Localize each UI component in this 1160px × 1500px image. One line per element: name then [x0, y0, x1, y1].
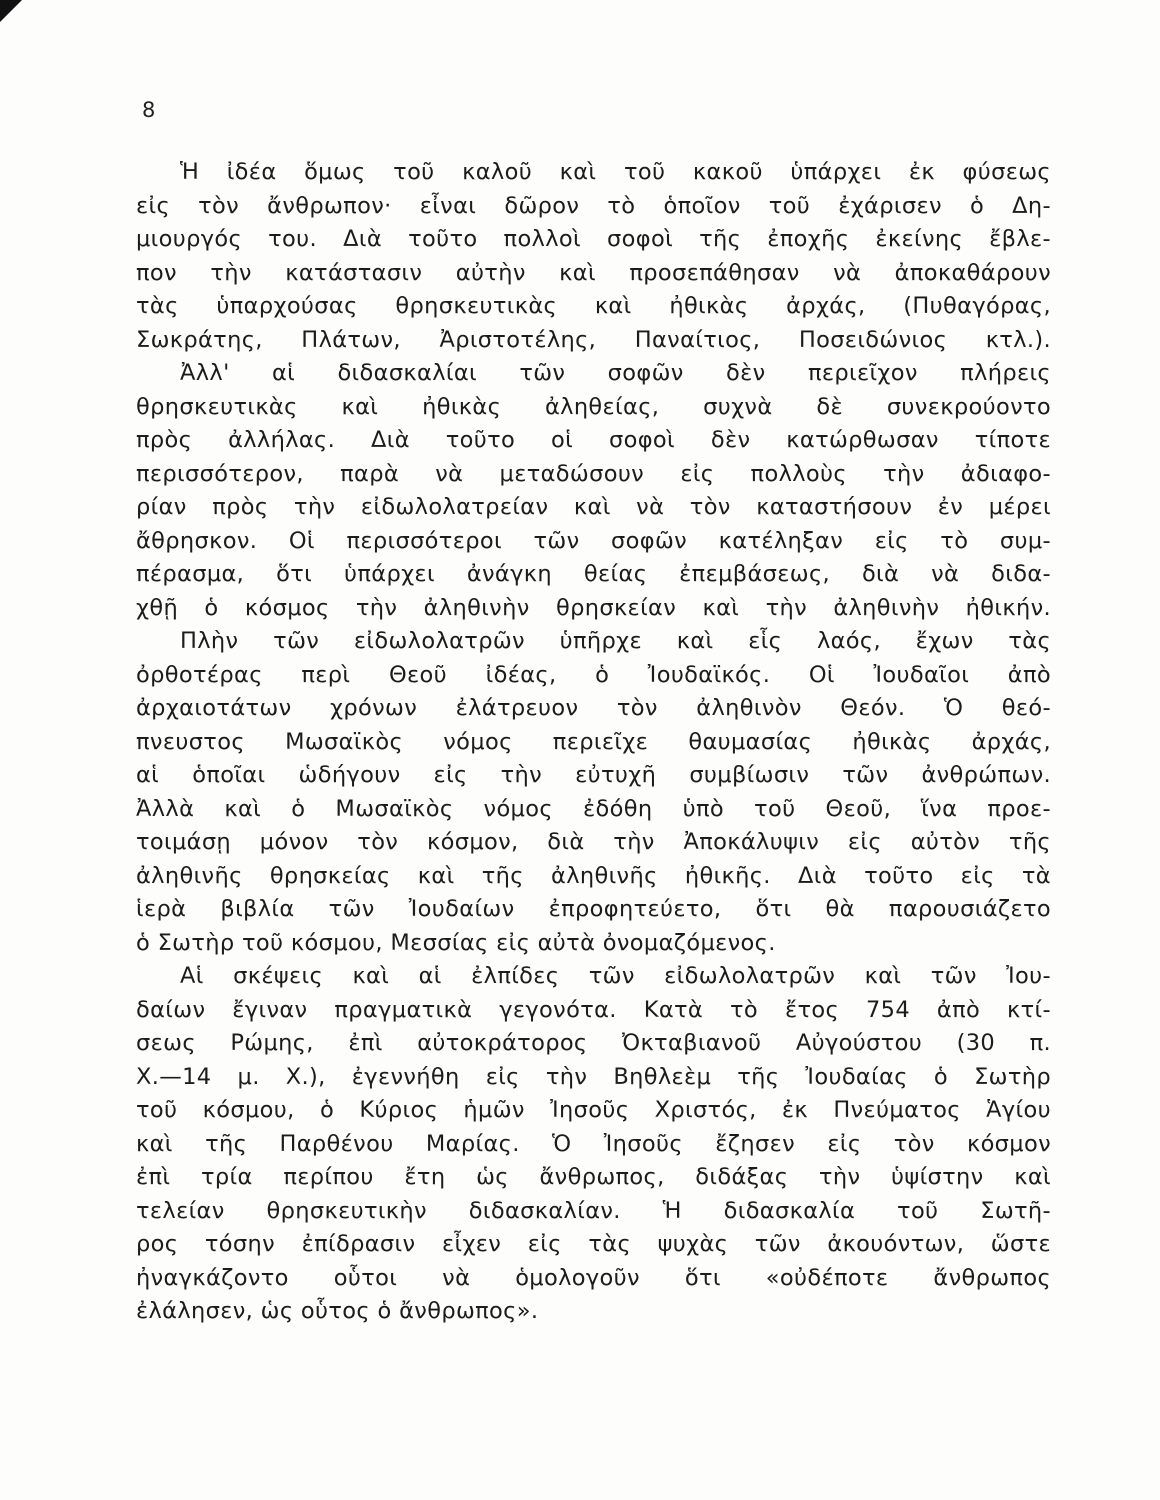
text-line: περισσότερον, παρὰ νὰ μεταδώσουν εἰς πολλοὺς τὴν ἀδιαφο-	[136, 460, 1051, 487]
text-line: σεως Ρώμης, ἐπὶ αὐτοκράτορος Ὀκταβιανοῦ Αὐγούστου (30 π.	[136, 1030, 1051, 1056]
text-line: Ἀλλ' αἱ διδασκαλίαι τῶν σοφῶν δὲν περιεῖχον πλήρεις	[180, 360, 1051, 386]
text-line: ἠναγκάζοντο οὗτοι νὰ ὁμολογοῦν ὅτι «οὐδέποτε ἄνθρωπος	[136, 1264, 1051, 1291]
text-line: ὁ Σωτὴρ τοῦ κόσμου, Μεσσίας εἰς αὐτὰ ὀνομαζόμενος.	[136, 929, 776, 956]
text-line: πέρασμα, ὅτι ὑπάρχει ἀνάγκη θείας ἐπεμβάσεως, διὰ νὰ διδα-	[136, 561, 1051, 587]
text-line: τοιμάσῃ μόνον τὸν κόσμον, διὰ τὴν Ἀποκάλυψιν εἰς αὐτὸν τῆς	[136, 829, 1051, 855]
text-line: καὶ τῆς Παρθένου Μαρίας. Ὁ Ἰησοῦς ἔζησεν εἰς τὸν κόσμον	[136, 1130, 1051, 1157]
text-line: πον τὴν κατάστασιν αὐτὴν καὶ προσεπάθησαν νὰ ἀποκαθάρουν	[136, 259, 1051, 286]
paragraph-2	[136, 357, 1051, 625]
paragraph-1	[136, 156, 1051, 357]
text-line: θρησκευτικὰς καὶ ἠθικὰς ἀληθείας, συχνὰ δὲ συνεκρούοντο	[136, 393, 1051, 420]
text-line: χθῇ ὁ κόσμος τὴν ἀληθινὴν θρησκείαν καὶ τὴν ἀληθινὴν ἠθικήν.	[136, 594, 1051, 621]
text-line: μιουργός του. Διὰ τοῦτο πολλοὶ σοφοὶ τῆς ἐποχῆς ἐκείνης ἔβλε-	[136, 226, 1051, 252]
text-line: ἄθρησκον. Οἱ περισσότεροι τῶν σοφῶν κατέληξαν εἰς τὸ συμ-	[136, 527, 1051, 554]
text-line: Ἀλλὰ καὶ ὁ Μωσαϊκὸς νόμος ἐδόθη ὑπὸ τοῦ Θεοῦ, ἵνα προε-	[136, 795, 1051, 822]
text-line: αἱ ὁποῖαι ὡδήγουν εἰς τὴν εὐτυχῆ συμβίωσιν τῶν ἀνθρώπων.	[136, 762, 1051, 788]
text-line: Ἡ ἰδέα ὅμως τοῦ καλοῦ καὶ τοῦ κακοῦ ὑπάρχει ἐκ φύσεως	[180, 159, 1051, 185]
text-line: δαίων ἔγιναν πραγματικὰ γεγονότα. Κατὰ τὸ ἔτος 754 ἀπὸ κτί-	[136, 996, 1051, 1023]
page-number: 8	[142, 98, 156, 122]
text-line: Σωκράτης, Πλάτων, Ἀριστοτέλης, Παναίτιος, Ποσειδώνιος κτλ.).	[136, 326, 1051, 353]
text-line: ἀληθινῆς θρησκείας καὶ τῆς ἀληθινῆς ἠθικῆς. Διὰ τοῦτο εἰς τὰ	[136, 862, 1051, 889]
text-line: ἀρχαιοτάτων χρόνων ἐλάτρευον τὸν ἀληθινὸν Θεόν. Ὁ θεό-	[136, 695, 1051, 721]
text-line: ἐπὶ τρία περίπου ἔτη ὡς ἄνθρωπος, διδάξας τὴν ὑψίστην καὶ	[136, 1164, 1051, 1190]
paragraph-4	[136, 960, 1051, 1329]
text-line: ἱερὰ βιβλία τῶν Ἰουδαίων ἐπροφητεύετο, ὅτι θὰ παρουσιάζετο	[136, 896, 1051, 922]
text-line: Αἱ σκέψεις καὶ αἱ ἐλπίδες τῶν εἰδωλολατρῶν καὶ τῶν Ἰου-	[180, 963, 1051, 989]
text-line: τοῦ κόσμου, ὁ Κύριος ἡμῶν Ἰησοῦς Χριστός, ἐκ Πνεύματος Ἁγίου	[136, 1097, 1051, 1123]
text-line: ρίαν πρὸς τὴν εἰδωλολατρείαν καὶ νὰ τὸν καταστήσουν ἐν μέρει	[136, 494, 1051, 520]
scan-corner-mark	[0, 0, 22, 22]
body-text	[136, 156, 1051, 1329]
text-line: εἰς τὸν ἄνθρωπον· εἶναι δῶρον τὸ ὁποῖον τοῦ ἐχάρισεν ὁ Δη-	[136, 192, 1051, 219]
text-line: τὰς ὑπαρχούσας θρησκευτικὰς καὶ ἠθικὰς ἀρχάς, (Πυθαγόρας,	[136, 293, 1051, 319]
text-line: πνευστος Μωσαϊκὸς νόμος περιεῖχε θαυμασίας ἠθικὰς ἀρχάς,	[136, 728, 1051, 755]
text-line: ὀρθοτέρας περὶ Θεοῦ ἰδέας, ὁ Ἰουδαϊκός. Οἱ Ἰουδαῖοι ἀπὸ	[136, 661, 1051, 688]
text-line: ρος τόσην ἐπίδρασιν εἶχεν εἰς τὰς ψυχὰς τῶν ἀκουόντων, ὥστε	[136, 1231, 1051, 1257]
paragraph-3	[136, 625, 1051, 960]
text-line: Χ.—14 μ. Χ.), ἐγεννήθη εἰς τὴν Βηθλεὲμ τῆς Ἰουδαίας ὁ Σωτὴρ	[136, 1063, 1051, 1090]
text-line: τελείαν θρησκευτικὴν διδασκαλίαν. Ἡ διδασκαλία τοῦ Σωτῆ-	[136, 1197, 1051, 1224]
text-line: πρὸς ἀλλήλας. Διὰ τοῦτο οἱ σοφοὶ δὲν κατώρθωσαν τίποτε	[136, 427, 1051, 453]
text-line: ἐλάλησεν, ὡς οὗτος ὁ ἄνθρωπος».	[136, 1298, 539, 1324]
text-line: Πλὴν τῶν εἰδωλολατρῶν ὑπῆρχε καὶ εἷς λαός, ἔχων τὰς	[180, 628, 1051, 654]
